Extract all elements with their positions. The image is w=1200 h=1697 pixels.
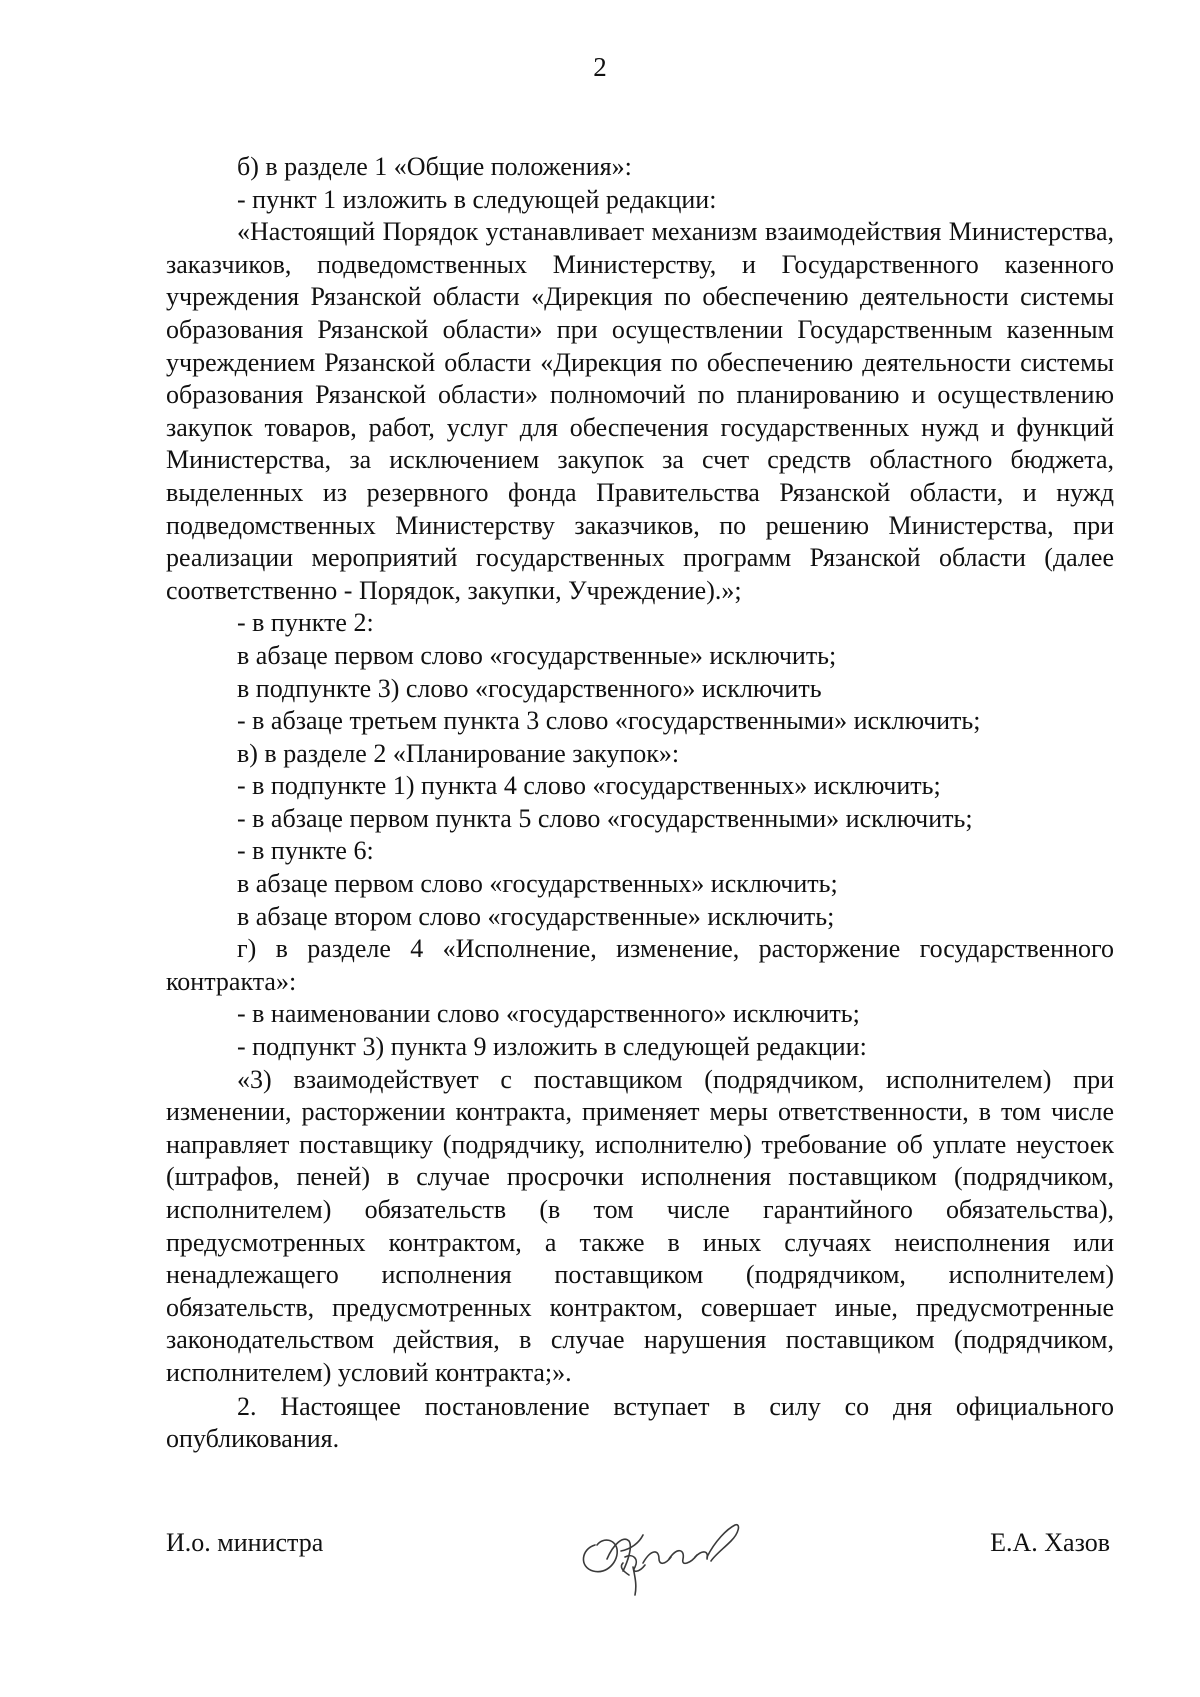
paragraph-point-2-abzac-1: в абзаце первом слово «государственные» исключить; [237, 640, 837, 670]
paragraph-point-6-abzac-1: в абзаце первом слово «государственных» исключить; [237, 869, 838, 899]
paragraph-point-5: - в абзаце первом пункта 5 слово «государственными» исключить; [237, 803, 973, 833]
signer-name: Е.А. Хазов [990, 1528, 1110, 1557]
page-number: 2 [593, 52, 607, 82]
paragraph-procedure-text: «Настоящий Порядок устанавливает механизм взаимодействия Министерства, заказчиков, подведомственных Министерству, и Государственного казенного учреждения Рязанской области «Дирекция по обеспечению деятельности системы образования Рязанской области» при осуществлении Государственным казенным учреждением Рязанской области «Дирекция по обеспечению деятельности системы образования Рязанской области» полномочий по планированию и осуществлению закупок товаров, работ, услуг для обеспечения государственных нужд и функций Министерства, за исключением закупок за счет средств областного бюджета, выделенных из резервного фонда Правительства Рязанской области, и нужд подведомственных Министерству заказчиков, по решению Министерства, при реализации мероприятий государственных программ Рязанской области (далее соответственно - Порядок, закупки, Учреждение).»; [166, 217, 1114, 605]
paragraph-point-4: - в подпункте 1) пункта 4 слово «государственных» исключить; [237, 771, 941, 801]
paragraph-section-4-title: - в наименовании слово «государственного» исключить; [237, 999, 860, 1029]
signer-position: И.о. министра [166, 1528, 324, 1557]
paragraph-point-9-text: «3) взаимодействует с поставщиком (подрядчиком, исполнителем) при изменении, расторжении контракта, применяет меры ответственности, в том числе направляет поставщику (подрядчику, исполнителю) требование об уплате неустоек (штрафов, пеней) в случае просрочки исполнения поставщиком (подрядчиком, исполнителем) обязательств (в том числе гарантийного обязательства), предусмотренных контрактом, а также в иных случаях неисполнения или ненадлежащего исполнения поставщиком (подрядчиком, исполнителем) обязательств, предусмотренных контрактом, совершает иные, предусмотренные законодательством действия, в случае нарушения поставщиком (подрядчиком, исполнителем) условий контракта;». [166, 1064, 1114, 1387]
paragraph-section-4: г) в разделе 4 «Исполнение, изменение, расторжение государственного контракта»: [166, 934, 1114, 996]
paragraph-point-3: - в абзаце третьем пункта 3 слово «государственными» исключить; [237, 706, 981, 736]
document-body [166, 151, 1114, 1456]
paragraph-point-2: - в пункте 2: [237, 608, 374, 638]
handwritten-signature [573, 1505, 753, 1601]
signature-block [166, 1527, 1114, 1607]
paragraph-entry-into-force: 2. Настоящее постановление вступает в силу со дня официального опубликования. [166, 1391, 1114, 1454]
paragraph-section-1: б) в разделе 1 «Общие положения»: [237, 152, 632, 181]
paragraph-point-2-subpoint-3: в подпункте 3) слово «государственного» исключить [237, 673, 822, 703]
paragraph-point-6: - в пункте 6: [237, 836, 374, 866]
paragraph-section-2: в) в разделе 2 «Планирование закупок»: [237, 738, 680, 768]
paragraph-point-1: - пункт 1 изложить в следующей редакции: [237, 184, 717, 214]
paragraph-point-6-abzac-2: в абзаце втором слово «государственные» исключить; [237, 901, 835, 931]
paragraph-point-9: - подпункт 3) пункта 9 изложить в следующей редакции: [237, 1032, 867, 1062]
